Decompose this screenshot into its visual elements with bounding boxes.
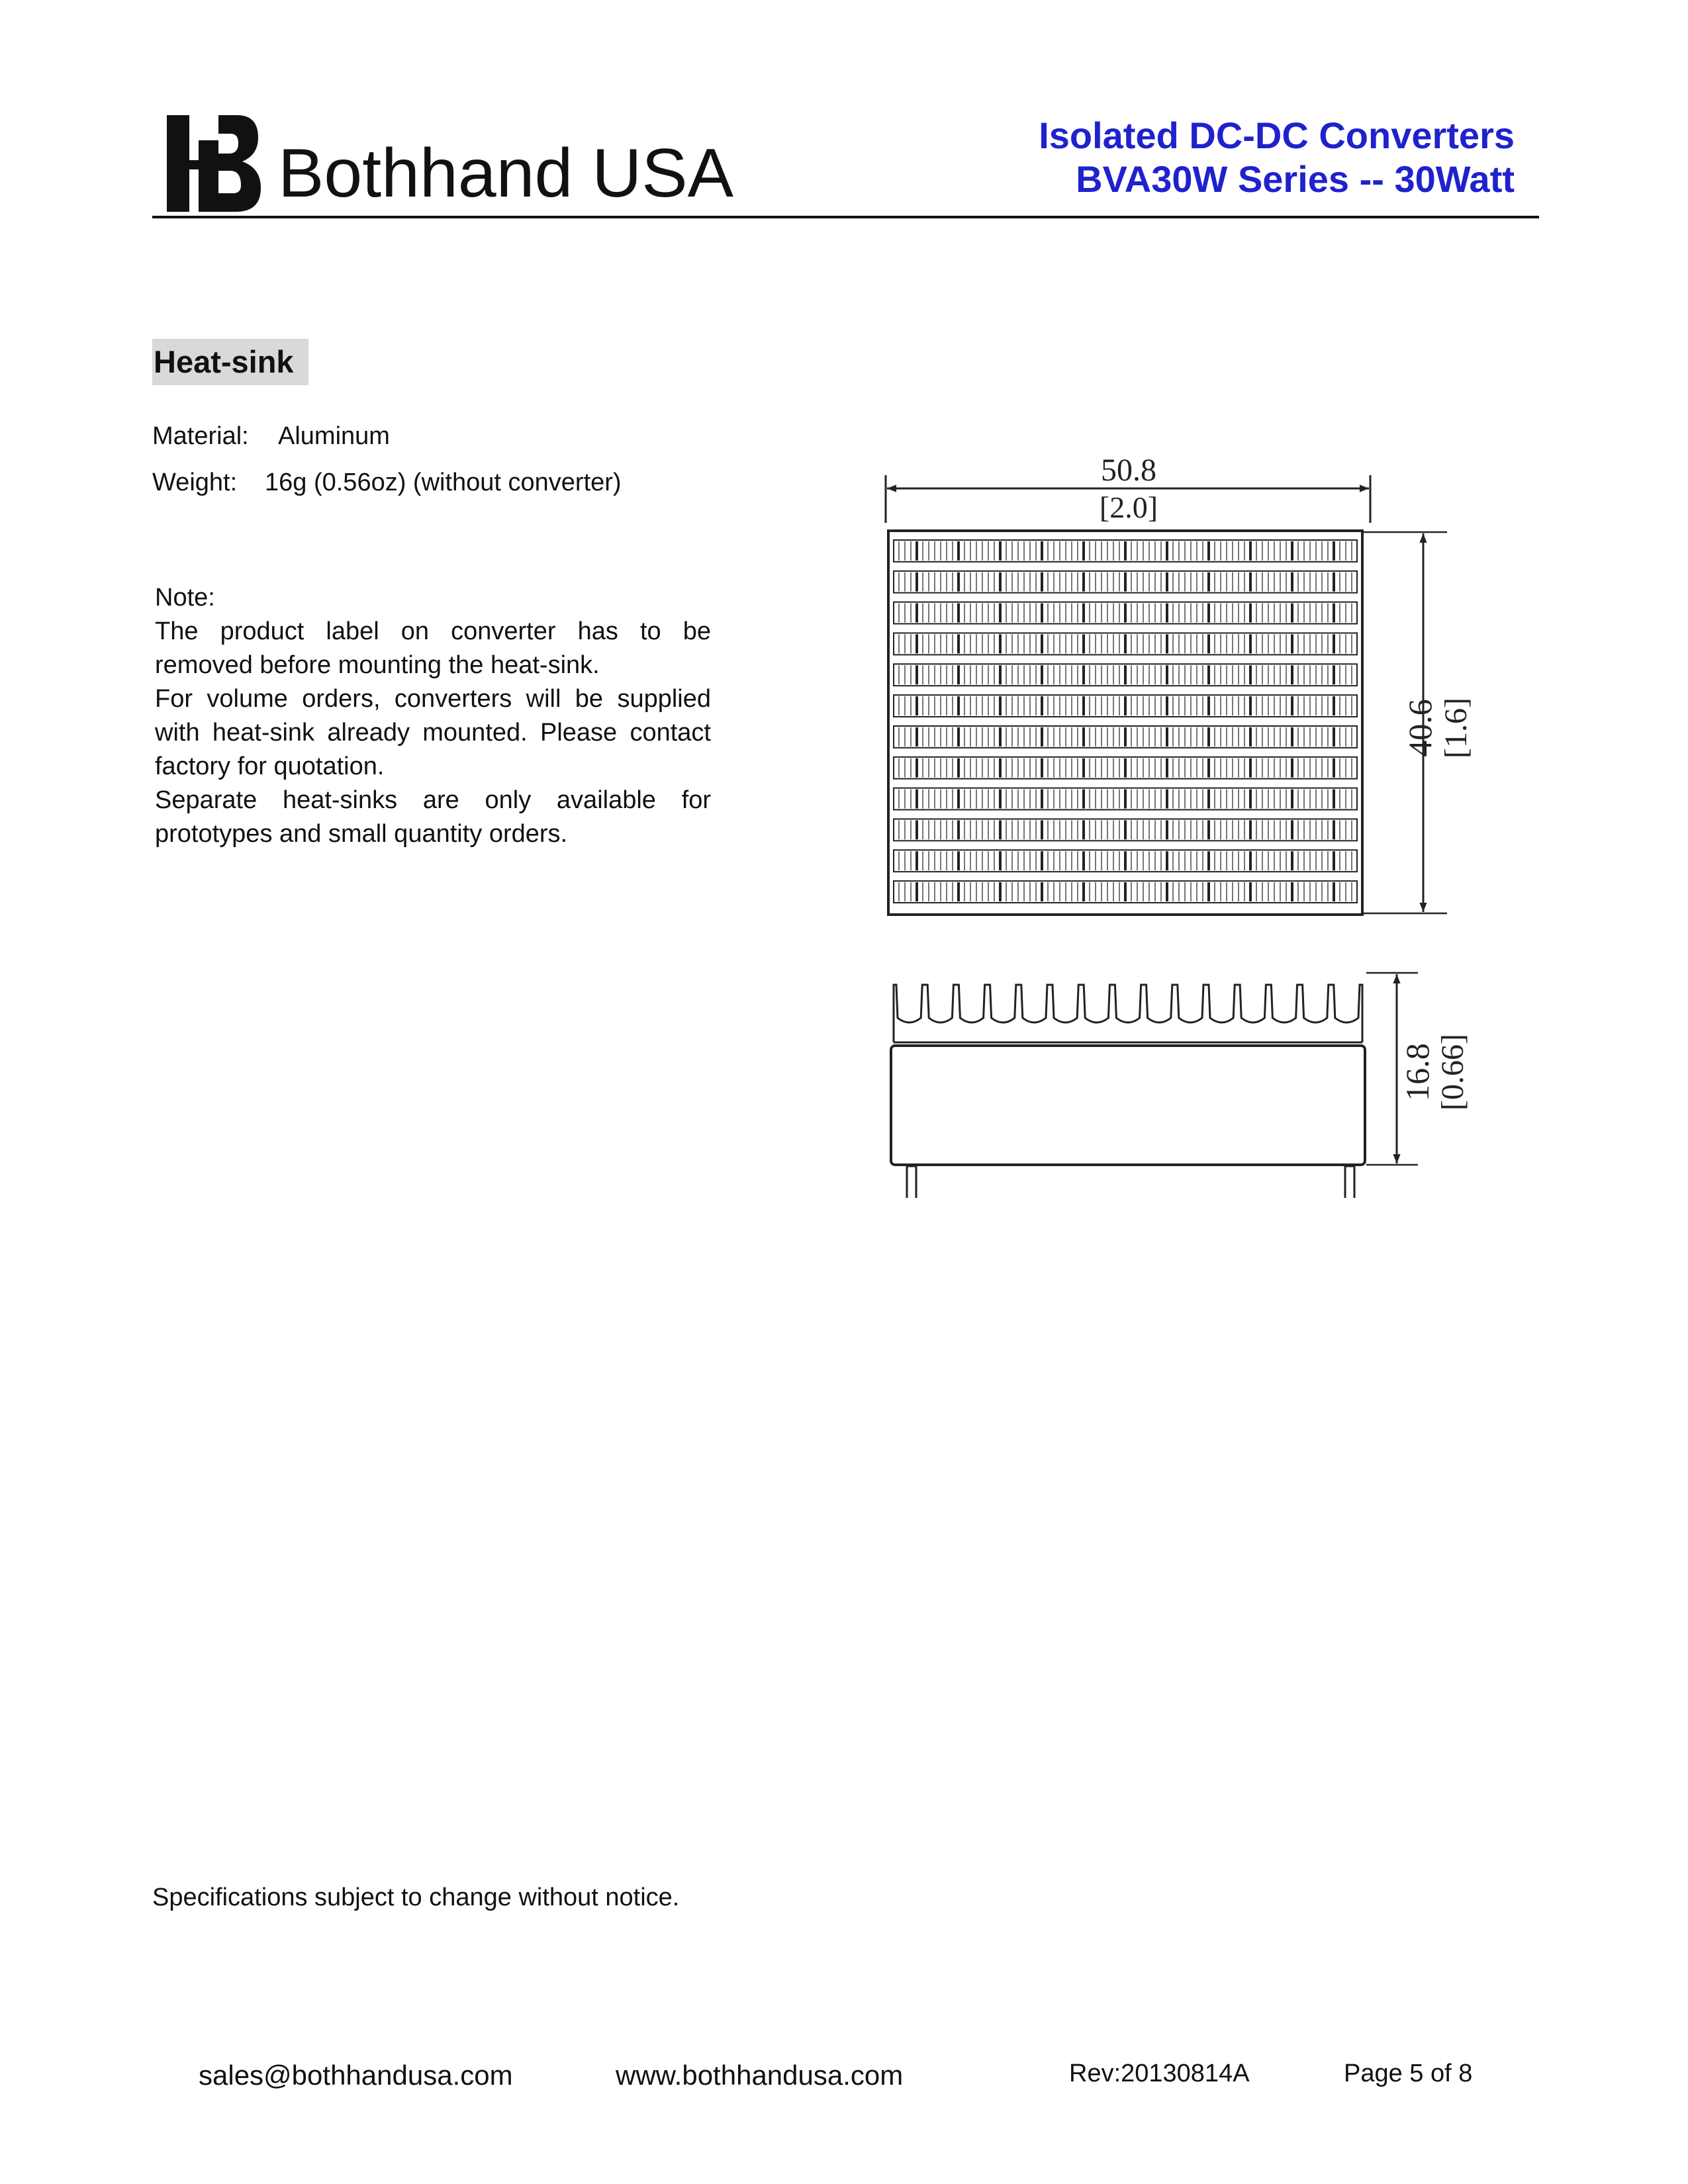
heat-sink-drawing <box>874 450 1496 1198</box>
weight-value: 16g (0.56oz) (without converter) <box>265 469 622 496</box>
weight-row <box>152 467 622 498</box>
bothhand-logo-icon <box>164 114 262 213</box>
pin-left <box>907 1166 916 1198</box>
height-mm-label: 16.8 <box>1399 1043 1436 1101</box>
converter-body <box>891 1046 1365 1165</box>
material-label: Material: <box>152 422 249 450</box>
pin-right <box>1345 1166 1354 1198</box>
footer-email-link[interactable]: sales@bothhandusa.com <box>199 2060 513 2091</box>
depth-in-label: [1.6] <box>1438 698 1474 758</box>
footer-website-link[interactable]: www.bothhandusa.com <box>616 2060 904 2091</box>
material-value: Aluminum <box>278 422 390 450</box>
footer-page-number: Page 5 of 8 <box>1344 2060 1473 2087</box>
height-in-label: [0.66] <box>1435 1034 1470 1111</box>
width-in-label: [2.0] <box>1099 490 1158 524</box>
note-paragraph: Separate heat-sinks are only available for prototypes and small quantity orders. <box>155 786 711 848</box>
disclaimer: Specifications subject to change without notice. <box>152 1884 680 1911</box>
title-line-2: BVA30W Series -- 30Watt <box>1076 158 1515 200</box>
material-row <box>152 421 390 451</box>
fin-profile <box>894 985 1362 1042</box>
company-name: Bothhand USA <box>278 135 734 212</box>
width-mm-label: 50.8 <box>1101 453 1156 488</box>
depth-mm-label: 40.6 <box>1401 699 1438 757</box>
footer-revision: Rev:20130814A <box>1069 2060 1250 2087</box>
note-paragraph: The product label on converter has to be removed before mounting the heat-sink. <box>155 617 711 679</box>
note-heading: Note: <box>155 584 215 612</box>
document-title <box>1039 114 1515 201</box>
header-divider <box>152 216 1539 218</box>
note-paragraph: For volume orders, converters will be supplied with heat-sink already mounted. Please contact factory for quotation. <box>155 685 711 780</box>
weight-label: Weight: <box>152 469 238 496</box>
title-line-1: Isolated DC-DC Converters <box>1039 114 1515 156</box>
section-title: Heat-sink <box>152 339 308 385</box>
note-block <box>155 581 711 851</box>
